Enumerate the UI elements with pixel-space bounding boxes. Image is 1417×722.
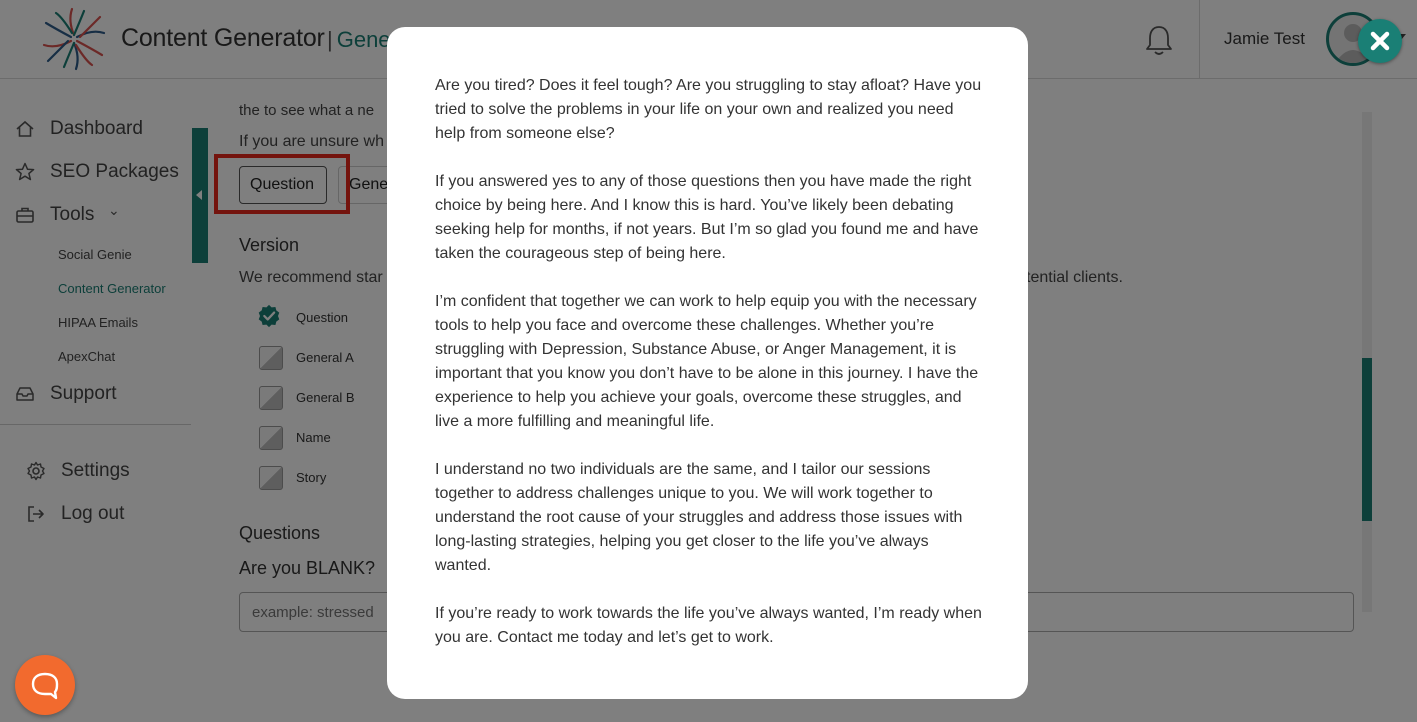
modal-paragraph: I’m confident that together we can work to help equip you with the necessary tools to help you face and overcome these challenges. Whether you’re struggling with Depression, Substance Abuse, or Anger Management, it is important that you know you don’t have to be alone in this journey. I have the experience to help you achieve your goals, overcome these struggles, and live a more fulfilling and meaningful life. <box>435 293 979 430</box>
close-modal-button[interactable] <box>1358 19 1402 63</box>
modal-paragraph: Are you tired? Does it feel tough? Are you struggling to stay afloat? Have you tried to solve the problems in your life on your own and realized you need help from someone else? <box>435 77 982 142</box>
modal-paragraph: If you answered yes to any of those questions then you have made the right choice by being here. And I know this is hard. You’ve likely been debating seeking help for months, if not years. But I’m so glad you found me and have taken the courageous step of being here. <box>435 173 979 262</box>
modal-paragraph: If you’re ready to work towards the life you’ve always wanted, I’m ready when you are. Contact me today and let’s get to work. <box>435 605 982 646</box>
chat-launcher-button[interactable] <box>15 655 75 715</box>
preview-modal <box>387 27 1028 699</box>
close-icon <box>1358 19 1402 63</box>
chat-bubble-icon <box>15 655 75 715</box>
modal-body <box>435 74 983 674</box>
modal-paragraph: I understand no two individuals are the same, and I tailor our sessions together to address challenges unique to you. We will work together to understand the root cause of your struggles and address those issues with long-lasting strategies, helping you get closer to the life you’ve always wanted. <box>435 461 963 574</box>
